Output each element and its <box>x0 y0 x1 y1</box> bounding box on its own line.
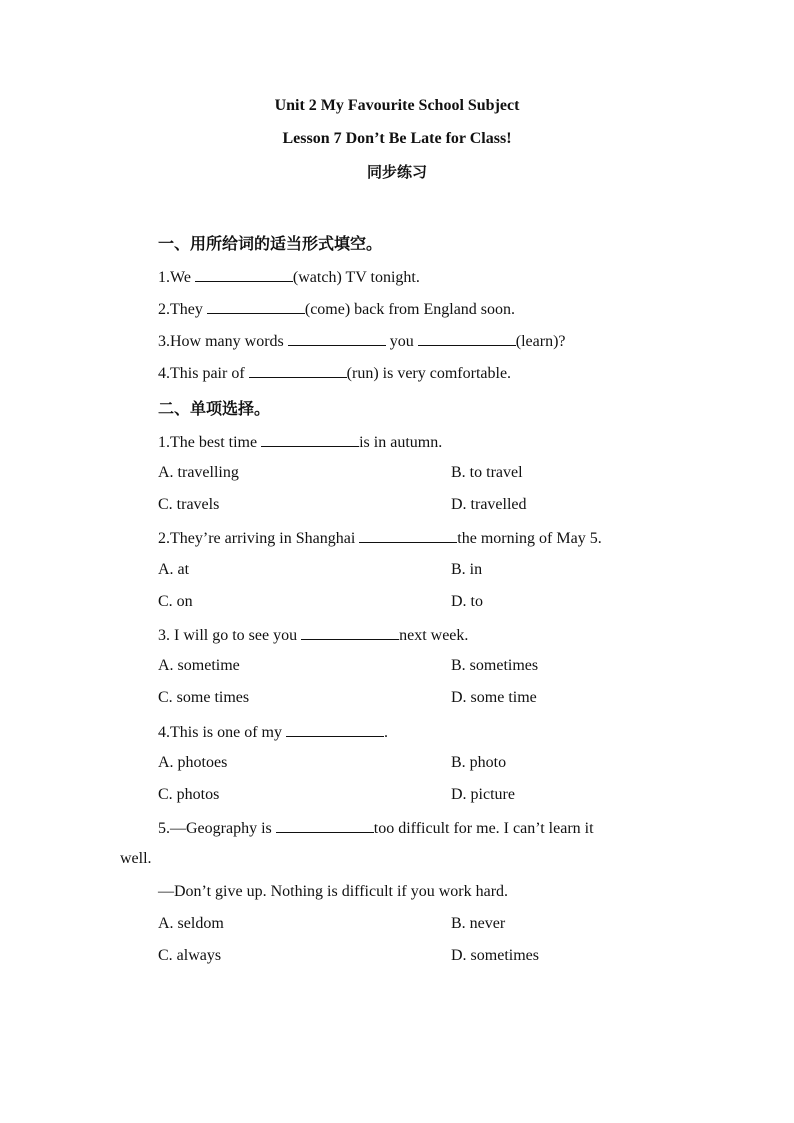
answer-blank[interactable] <box>207 299 305 314</box>
answer-blank[interactable] <box>288 331 386 346</box>
option-b[interactable]: B. sometimes <box>451 657 539 674</box>
option-b[interactable]: B. in <box>451 561 483 578</box>
option-c[interactable]: C. some times <box>158 689 250 706</box>
option-a[interactable]: A. photoes <box>158 754 228 771</box>
option-d[interactable]: D. travelled <box>451 496 527 513</box>
option-d[interactable]: D. sometimes <box>451 947 539 964</box>
option-b[interactable]: B. photo <box>451 754 507 771</box>
option-a[interactable]: A. sometime <box>158 657 240 674</box>
fill-item-1: 1.We (watch) TV tonight. <box>158 269 420 286</box>
worksheet-subtitle: 同步练习 <box>366 163 427 181</box>
lesson-title: Lesson 7 Don’t Be Late for Class! <box>282 130 512 147</box>
question-continuation: well. <box>120 850 152 867</box>
choice-question-1: 1.The best time is in autumn. <box>158 434 443 451</box>
choice-question-5: 5.—Geography is too difficult for me. I can’t learn it <box>158 820 594 837</box>
answer-blank[interactable] <box>261 432 359 447</box>
option-c[interactable]: C. travels <box>158 496 220 513</box>
option-c[interactable]: C. on <box>158 593 193 610</box>
option-a[interactable]: A. seldom <box>158 915 224 932</box>
answer-blank[interactable] <box>195 267 293 282</box>
option-a[interactable]: A. travelling <box>158 464 239 481</box>
section2-heading: 二、单项选择。 <box>158 399 271 418</box>
option-d[interactable]: D. some time <box>451 689 537 706</box>
answer-blank[interactable] <box>301 625 399 640</box>
answer-blank[interactable] <box>286 722 384 737</box>
section1-heading: 一、用所给词的适当形式填空。 <box>158 234 383 253</box>
answer-blank[interactable] <box>249 363 347 378</box>
option-a[interactable]: A. at <box>158 561 190 578</box>
fill-item-2: 2.They (come) back from England soon. <box>158 301 516 318</box>
option-c[interactable]: C. photos <box>158 786 220 803</box>
choice-question-3: 3. I will go to see you next week. <box>158 627 469 644</box>
choice-question-4: 4.This is one of my . <box>158 724 388 741</box>
option-b[interactable]: B. to travel <box>451 464 523 481</box>
option-b[interactable]: B. never <box>451 915 506 932</box>
dialogue-reply: —Don’t give up. Nothing is difficult if you work hard. <box>158 883 509 900</box>
choice-question-2: 2.They’re arriving in Shanghai the morning of May 5. <box>158 530 602 547</box>
answer-blank[interactable] <box>276 818 374 833</box>
option-d[interactable]: D. to <box>451 593 483 610</box>
answer-blank[interactable] <box>359 528 457 543</box>
fill-item-3: 3.How many words you (learn)? <box>158 333 566 350</box>
unit-title: Unit 2 My Favourite School Subject <box>274 97 520 114</box>
option-c[interactable]: C. always <box>158 947 222 964</box>
answer-blank[interactable] <box>418 331 516 346</box>
option-d[interactable]: D. picture <box>451 786 515 803</box>
fill-item-4: 4.This pair of (run) is very comfortable. <box>158 365 512 382</box>
